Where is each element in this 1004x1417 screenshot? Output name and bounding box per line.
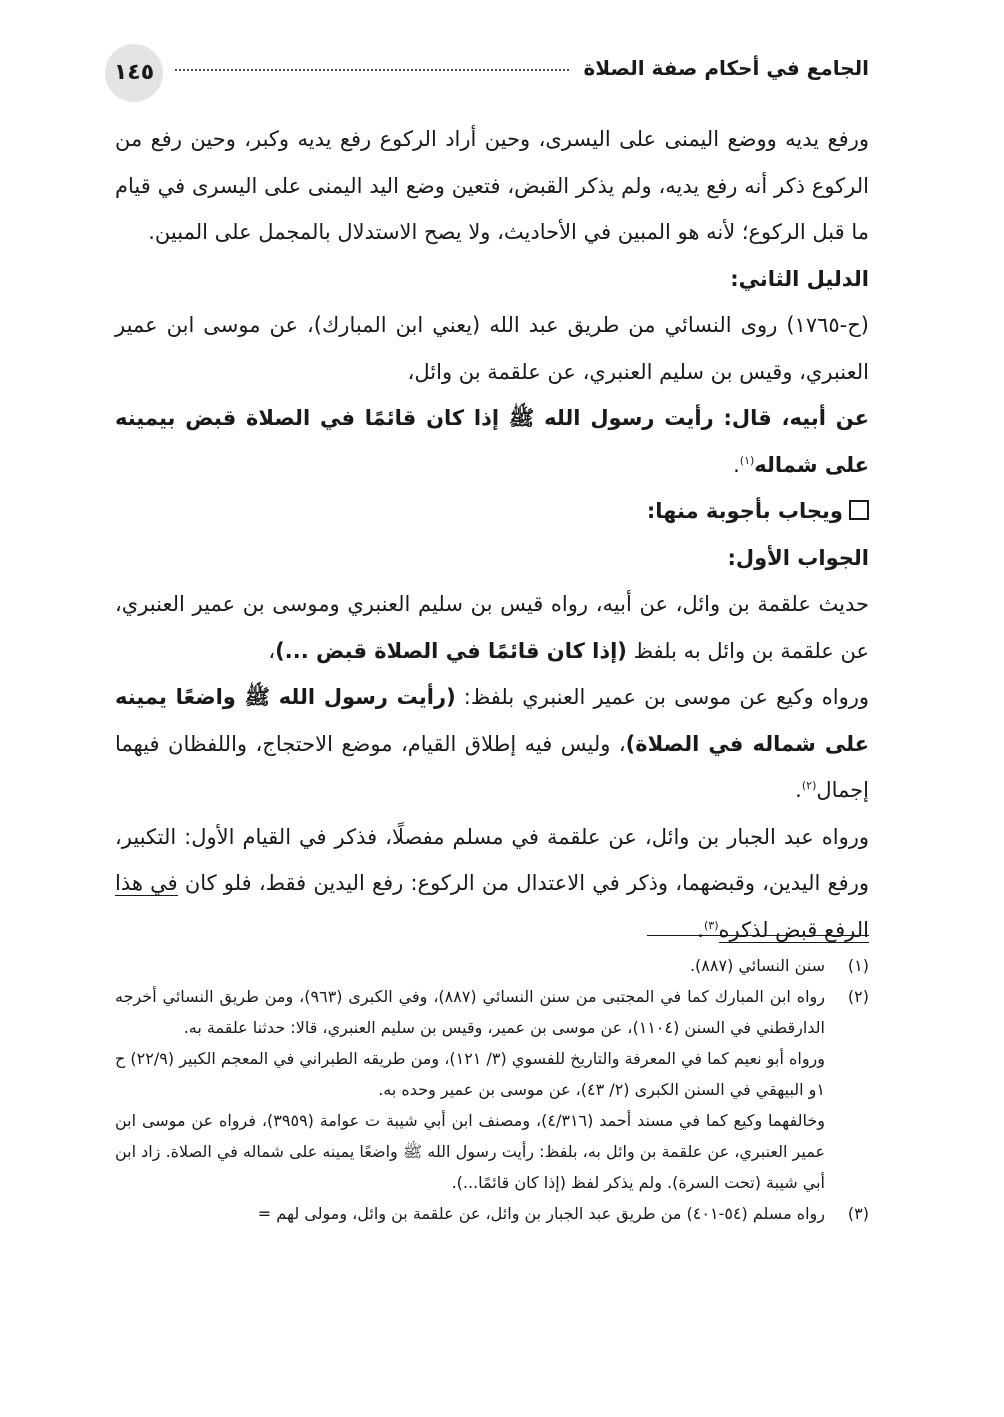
text-run: ، وليس فيه إطلاق القيام، موضع الاحتجاج، واللفظان فيهما إجمال — [115, 731, 869, 802]
section-heading-answers — [115, 488, 869, 535]
section-heading-first-answer: الجواب الأول: — [727, 545, 869, 570]
footnote-body — [115, 981, 825, 1198]
footnote-ref-1[interactable]: (١) — [739, 453, 755, 467]
page-header — [105, 40, 869, 110]
footnote-1 — [115, 950, 869, 981]
footnote-number: (٣) — [847, 1204, 869, 1223]
footnote-2 — [115, 981, 869, 1198]
text-run: ، — [268, 638, 276, 663]
footnote-text: ورواه أبو نعيم كما في المعرفة والتاريخ للفسوي (٣/ ١٢١)، ومن طريقه الطبراني في المعجم الكبير (٢٢/٩) ح ١و البيهقي في السنن الكبرى (٢/ ٤٣)، عن موسى بن عمير وحده به. — [115, 1049, 825, 1099]
text-run: ورواه وكيع عن موسى بن عمير العنبري بلفظ: — [455, 685, 869, 709]
footnote-body — [115, 1198, 825, 1229]
footnotes — [115, 950, 869, 1229]
text-run: حديث علقمة بن وائل، عن أبيه، رواه قيس بن سليم العنبري وموسى بن عمير العنبري، عن علقمة بن وائل به بلفظ — [115, 592, 869, 663]
period: . — [795, 778, 802, 802]
period: . — [733, 452, 740, 477]
paragraph — [115, 814, 869, 954]
footnote-number: (٢) — [847, 987, 869, 1006]
paragraph — [115, 674, 869, 814]
footnote-ref-3[interactable]: (٣) — [703, 918, 719, 932]
bold-quote: (إذا كان قائمًا في الصلاة قبض ...) — [275, 638, 627, 663]
underlined-text: في هذا الرفع قبض لذكره — [115, 871, 869, 942]
running-title: الجامع في أحكام صفة الصلاة — [578, 56, 870, 80]
section-heading-second-proof: الدليل الثاني: — [730, 266, 869, 291]
checkbox-square-icon — [849, 500, 869, 520]
footnote-text: رواه مسلم (٥٤-٤٠١) من طريق عبد الجبار بن وائل، عن علقمة بن وائل، ومولى لهم = — [257, 1204, 825, 1223]
bold-quote: (رأيت رسول الله ﷺ واضعًا يمينه على شماله في الصلاة) — [115, 685, 869, 756]
paragraph-hadith-text — [115, 395, 869, 488]
footnote-text: سنن النسائي (٨٨٧). — [689, 956, 825, 975]
footnote-ref-2[interactable]: (٢) — [801, 779, 817, 792]
book-page — [115, 0, 869, 1417]
hadith-quote: عن أبيه، قال: رأيت رسول الله ﷺ إذا كان قائمًا في الصلاة قبض بيمينه على شماله — [115, 406, 869, 477]
footnote-separator — [647, 935, 869, 936]
text-run: ورواه عبد الجبار بن وائل، عن علقمة في مسلم مفصلًا، فذكر في القيام الأول: التكبير، ورفع اليدين، وقبضهما، وذكر في الاعتدال من الركوع: رفع اليدين فقط، فلو كان — [115, 824, 869, 895]
footnote-body — [115, 950, 825, 981]
paragraph: ورفع يديه ووضع اليمنى على اليسرى، وحين أراد الركوع رفع يديه وكبر، وحين رفع من الركوع ذكر أنه رفع يديه، ولم يذكر القبض، فتعين وضع اليد اليمنى على اليسرى في قيام ما قبل الركوع؛ لأنه هو المبين في الأحاديث، ولا يصح الاستدلال بالمجمل على المبين. — [115, 127, 869, 244]
main-text — [115, 116, 869, 953]
footnote-number: (١) — [847, 956, 869, 975]
period: . — [697, 917, 704, 942]
paragraph — [115, 581, 869, 674]
footnote-3 — [115, 1198, 869, 1229]
paragraph-hadith-chain: (ح-١٧٦٥) روى النسائي من طريق عبد الله (يعني ابن المبارك)، عن موسى ابن عمير العنبري، وقيس بن سليم العنبري، عن علقمة بن وائل، — [115, 313, 869, 384]
answers-heading-label: ويجاب بأجوبة منها: — [646, 499, 843, 523]
page-number: ١٤٥ — [105, 44, 163, 102]
footnote-text: وخالفهما وكيع كما في مسند أحمد (٤/٣١٦)، ومصنف ابن أبي شيبة ت عوامة (٣٩٥٩)، فرواه عن موسى ابن عمير العنبري، عن علقمة بن وائل به، بلفظ: رأيت رسول الله ﷺ واضعًا يمينه على شماله في الصلاة. زاد ابن أبي شيبة (تحت السرة). ولم يذكر لفظ (إذا كان قائمًا...). — [115, 1111, 826, 1192]
header-dotted-rule — [175, 69, 569, 71]
footnote-text: رواه ابن المبارك كما في المجتبى من سنن النسائي (٨٨٧)، وفي الكبرى (٩٦٣)، ومن طريق النسائي أخرجه الدارقطني في السنن (١١٠٤)، عن موسى بن عمير، وقيس بن سليم العنبري، قالا: حدثنا علقمة به. — [115, 987, 825, 1037]
